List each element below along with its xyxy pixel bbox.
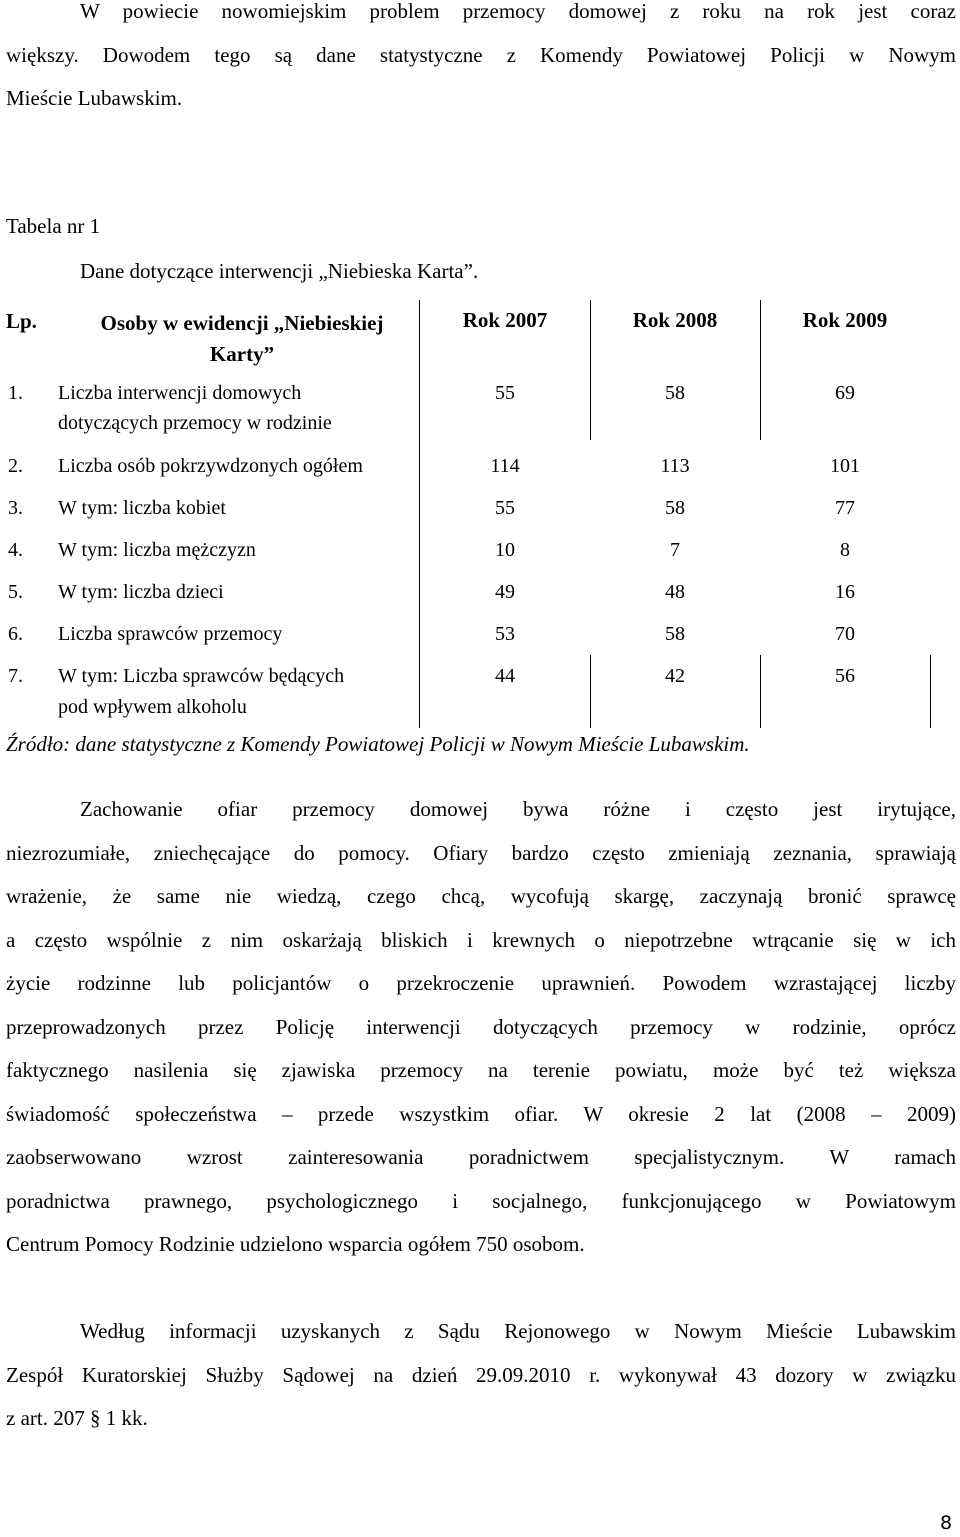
- cell-2007: 55: [495, 382, 515, 404]
- table-title: Dane dotyczące interwencji „Niebieska Karta”.: [80, 259, 479, 283]
- cell-2007: 114: [490, 455, 520, 477]
- row-label-line: W tym: liczba kobiet: [58, 497, 226, 519]
- cell-2007: 49: [495, 581, 515, 603]
- cell-2009: 101: [830, 455, 860, 477]
- paragraph-line: niezrozumiałe, zniechęcające do pomocy. Ofiary bardzo często zmieniają zeznania, sprawiają: [6, 840, 956, 865]
- header-desc-line: Osoby w ewidencji „Niebieskiej: [100, 311, 384, 335]
- cell-2008: 113: [660, 455, 690, 477]
- header-year-2009: Rok 2009: [802, 308, 888, 332]
- paragraph-line: z art. 207 § 1 kk.: [6, 1406, 148, 1430]
- paragraph-line: wrażenie, że same nie wiedzą, czego chcą, wycofują skargę, zaczynają bronić sprawcę: [6, 884, 956, 908]
- cell-2008: 48: [665, 581, 685, 603]
- row-number: 1.: [8, 382, 23, 404]
- intro-line: Mieście Lubawskim.: [6, 86, 183, 110]
- cell-2009: 56: [835, 665, 855, 687]
- paragraph-line: poradnictwa prawnego, psychologicznego i socjalnego, funkcjonującego w Powiatowym: [6, 1188, 956, 1213]
- row-number: 4.: [8, 539, 23, 561]
- row-label-line: W tym: Liczba sprawców będących: [58, 665, 345, 687]
- row-number: 7.: [8, 665, 23, 687]
- row-number: 2.: [8, 455, 23, 477]
- header-year-2008: Rok 2008: [632, 308, 718, 332]
- row-label-line: W tym: liczba mężczyzn: [58, 539, 256, 561]
- cell-2007: 53: [495, 623, 515, 645]
- table-vline: [930, 655, 931, 728]
- row-label-line: dotyczących przemocy w rodzinie: [58, 412, 332, 434]
- row-number: 5.: [8, 581, 23, 603]
- header-description: [72, 308, 412, 370]
- paragraph-line: faktycznego nasilenia się zjawiska przemocy na terenie powiatu, może być też większa: [6, 1058, 956, 1082]
- table-label: Tabela nr 1: [6, 214, 101, 238]
- cell-2008: 58: [665, 623, 685, 645]
- cell-2009: 8: [840, 539, 850, 561]
- intro-paragraph: [6, 0, 956, 121]
- paragraph-line: przeprowadzonych przez Policję interwencji dotyczących przemocy w rodzinie, oprócz: [6, 1014, 956, 1039]
- paragraph-line: Według informacji uzyskanych z Sądu Rejonowego w Nowym Mieście Lubawskim: [80, 1319, 956, 1343]
- row-label-line: Liczba sprawców przemocy: [58, 623, 283, 645]
- cell-2008: 7: [670, 539, 680, 561]
- body-paragraph: [6, 1310, 956, 1441]
- row-number: 3.: [8, 497, 23, 519]
- paragraph-line: świadomość społeczeństwa – przede wszystkim ofiar. W okresie 2 lat (2008 – 2009): [6, 1101, 956, 1126]
- cell-2009: 70: [835, 623, 855, 645]
- cell-2007: 10: [495, 539, 515, 561]
- cell-2007: 44: [495, 665, 515, 687]
- row-label-line: pod wpływem alkoholu: [58, 696, 247, 718]
- row-label-line: W tym: liczba dzieci: [58, 581, 224, 603]
- cell-2009: 69: [835, 382, 855, 404]
- row-number: 6.: [8, 623, 23, 645]
- paragraph-line: życie rodzinne lub policjantów o przekroczenie uprawnień. Powodem wzrastającej liczby: [6, 971, 956, 995]
- paragraph-line: a często wspólnie z nim oskarżają bliskich i krewnych o niepotrzebne wtrącanie się w ich: [6, 927, 956, 952]
- page-number: 8: [940, 1512, 953, 1534]
- cell-2008: 58: [665, 497, 685, 519]
- intro-line: większy. Dowodem tego są dane statystyczne z Komendy Powiatowej Policji w Nowym: [6, 42, 956, 67]
- header-year-2007: Rok 2007: [462, 308, 548, 332]
- paragraph-line: zaobserwowano wzrost zainteresowania poradnictwem specjalistycznym. W ramach: [6, 1145, 956, 1169]
- intro-line: W powiecie nowomiejskim problem przemocy domowej z roku na rok jest coraz: [80, 0, 956, 23]
- cell-2007: 55: [495, 497, 515, 519]
- paragraph-line: Zachowanie ofiar przemocy domowej bywa różne i często jest irytujące,: [80, 797, 956, 821]
- row-label-line: Liczba osób pokrzywdzonych ogółem: [58, 455, 363, 477]
- table-source: Źródło: dane statystyczne z Komendy Powiatowej Policji w Nowym Mieście Lubawskim.: [6, 732, 750, 756]
- cell-2009: 77: [835, 497, 855, 519]
- cell-2008: 58: [665, 382, 685, 404]
- body-paragraph: [6, 788, 956, 1267]
- cell-2008: 42: [665, 665, 685, 687]
- paragraph-line: Centrum Pomocy Rodzinie udzielono wsparcia ogółem 750 osobom.: [6, 1232, 585, 1256]
- header-desc-line: Karty”: [209, 342, 275, 366]
- header-lp: Lp.: [6, 309, 37, 333]
- row-label-line: Liczba interwencji domowych: [58, 382, 302, 404]
- cell-2009: 16: [835, 581, 855, 603]
- paragraph-line: Zespół Kuratorskiej Służby Sądowej na dzień 29.09.2010 r. wykonywał 43 dozory w związku: [6, 1362, 956, 1387]
